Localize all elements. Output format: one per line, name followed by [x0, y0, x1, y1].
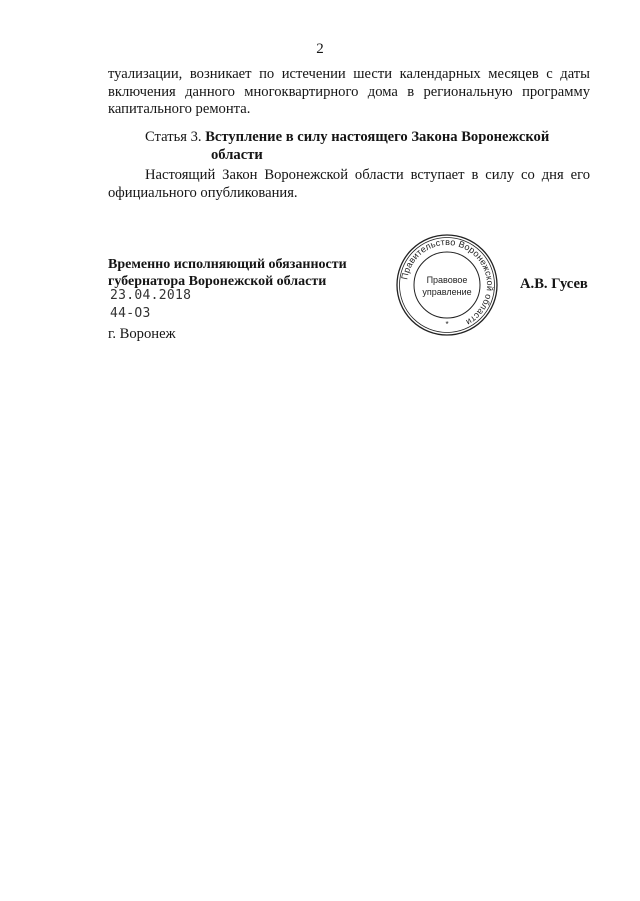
registration-number: 44-ОЗ	[110, 306, 151, 321]
city: г. Воронеж	[108, 326, 176, 342]
article-title-line1: Вступление в силу настоящего Закона Воронежской	[205, 129, 550, 145]
official-stamp-icon	[393, 233, 501, 337]
stamp-center-line2: управление	[422, 287, 472, 297]
signatory-position-line1: Временно исполняющий обязанности	[108, 257, 347, 272]
registration-date: 23.04.2018	[110, 288, 192, 303]
stamp-star-mark: *	[445, 320, 449, 329]
article-title-line2: области	[211, 146, 263, 163]
article-heading	[145, 129, 590, 164]
paragraph-continuation: туализации, возникает по истечении шести календарных месяцев с даты включения данного многоквартирного дома в региональную программу капитального ремонта.	[108, 66, 590, 118]
stamp-center-line1: Правовое	[426, 275, 468, 285]
signatory-position	[108, 256, 347, 290]
signatory-name: А.В. Гусев	[520, 276, 588, 292]
paragraph-entry-into-force: Настоящий Закон Воронежской области вступает в силу со дня его официального опубликования.	[108, 167, 590, 201]
article-label: Статья 3.	[145, 129, 202, 145]
page-number: 2	[316, 41, 324, 57]
signatory-position-line2: губернатора Воронежской области	[108, 274, 327, 289]
stamp-ring-text: Правительство Воронежской области	[399, 236, 496, 328]
